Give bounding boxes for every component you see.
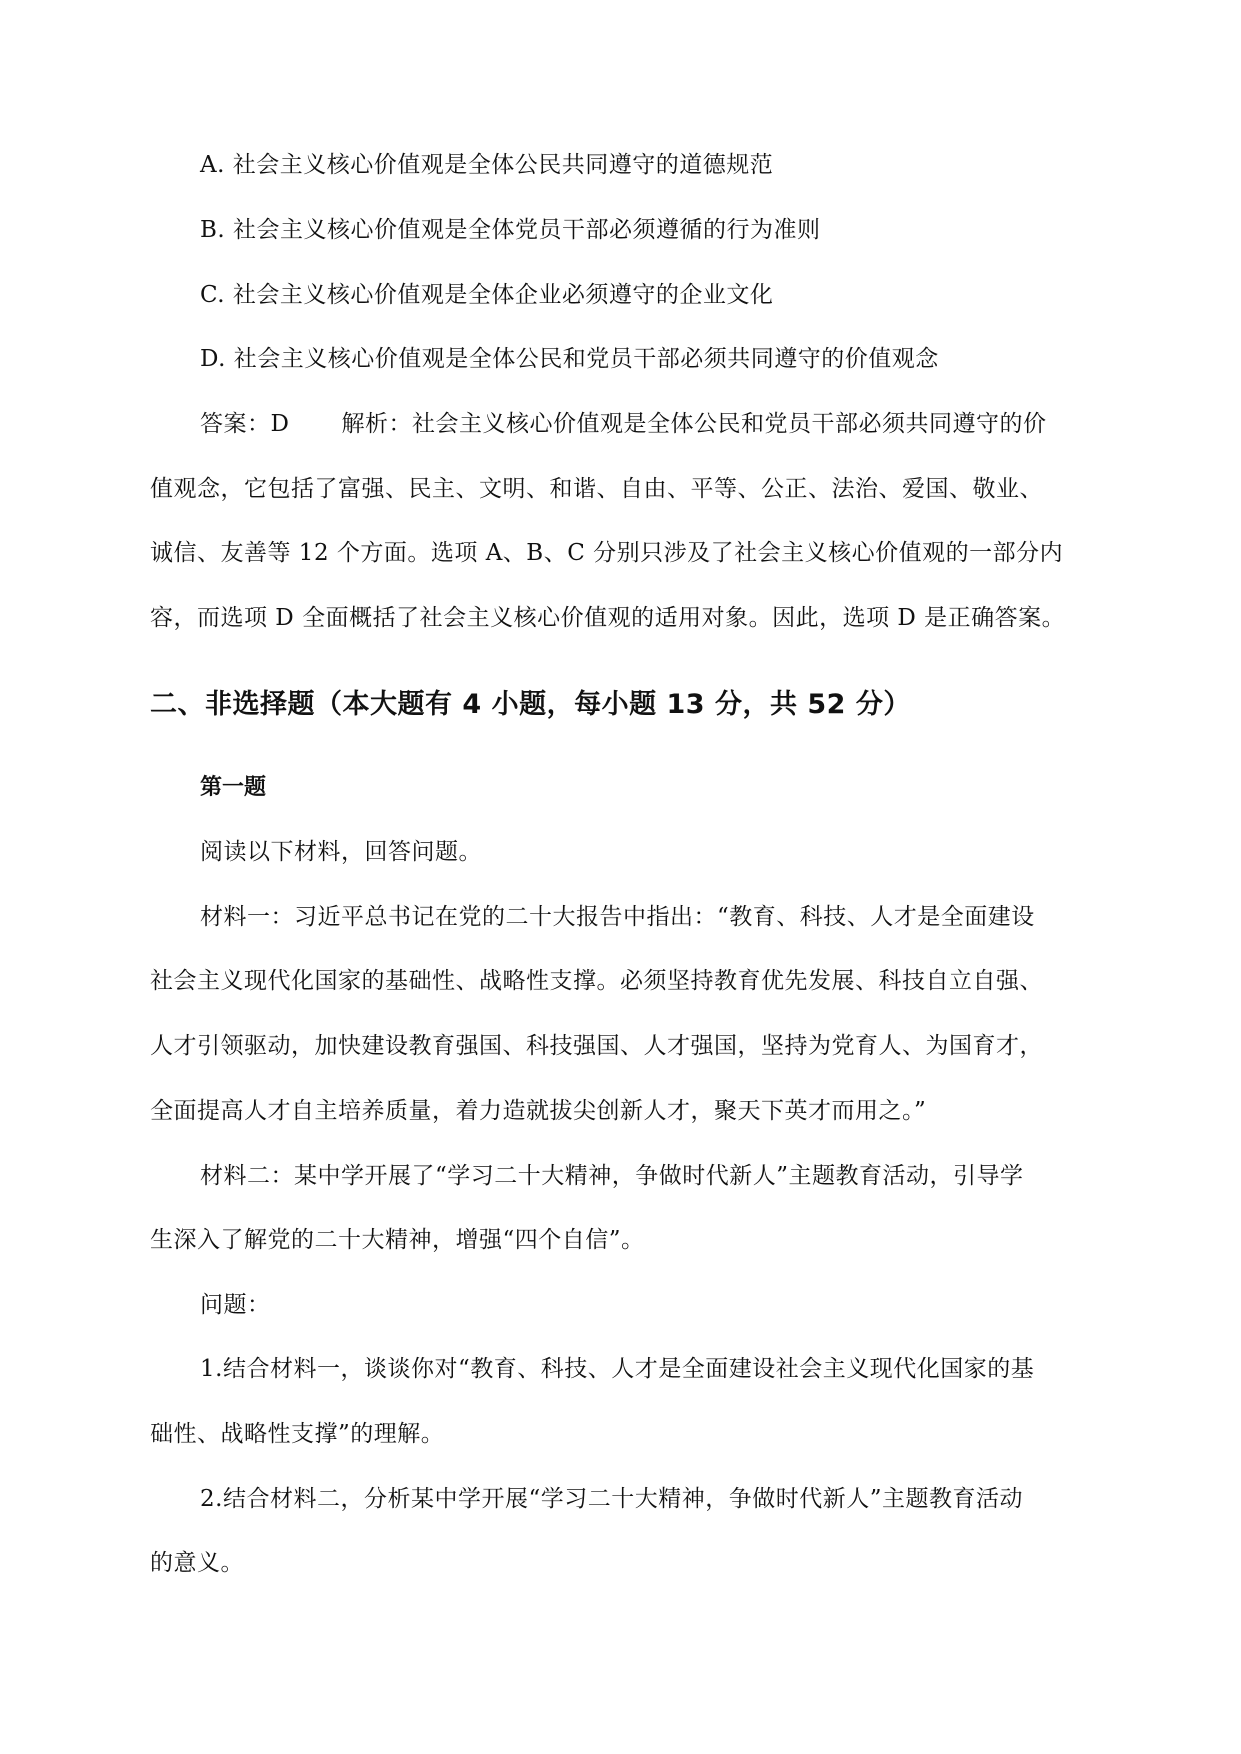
question-1-line-2: 础性、战略性支撑”的理解。 [150,1421,445,1447]
option-b: B. 社会主义核心价值观是全体党员干部必须遵循的行为准则 [200,217,821,243]
material-one-line-3: 人才引领驱动，加快建设教育强国、科技强国、人才强国，坚持为党育人、为国育才， [150,1033,1043,1059]
answer-label: 答案：D [200,411,290,437]
question-2-line-1: 2.结合材料二，分析某中学开展“学习二十大精神，争做时代新人”主题教育活动 [200,1486,1023,1512]
material-one-line-2: 社会主义现代化国家的基础性、战略性支撑。必须坚持教育优先发展、科技自立自强、 [150,968,1043,994]
explanation-line-4: 容，而选项 D 全面概括了社会主义核心价值观的适用对象。因此，选项 D 是正确答案。 [150,605,1066,631]
explanation-line-2: 值观念，它包括了富强、民主、文明、和谐、自由、平等、公正、法治、爱国、敬业、 [150,476,1043,502]
question-1-line-1: 1.结合材料一，谈谈你对“教育、科技、人才是全面建设社会主义现代化国家的基 [200,1356,1035,1382]
option-c: C. 社会主义核心价值观是全体企业必须遵守的企业文化 [200,282,774,308]
material-one-line-1: 材料一：习近平总书记在党的二十大报告中指出：“教育、科技、人才是全面建设 [200,904,1035,930]
answer-line [200,409,1046,439]
explanation-line-1: 解析：社会主义核心价值观是全体公民和党员干部必须共同遵守的价 [341,411,1047,437]
material-two-line-2: 生深入了解党的二十大精神，增强“四个自信”。 [150,1227,645,1253]
option-a: A. 社会主义核心价值观是全体公民共同遵守的道德规范 [200,152,774,178]
question-2-line-2: 的意义。 [150,1550,244,1576]
explanation-line-3: 诚信、友善等 12 个方面。选项 A、B、C 分别只涉及了社会主义核心价值观的一部分内 [150,540,1064,566]
material-two-line-1: 材料二：某中学开展了“学习二十大精神，争做时代新人”主题教育活动，引导学 [200,1163,1024,1189]
intro-text: 阅读以下材料，回答问题。 [200,839,482,865]
section-heading: 二、非选择题（本大题有 4 小题，每小题 13 分，共 52 分） [150,689,911,720]
question-title: 第一题 [200,775,267,800]
option-d: D. 社会主义核心价值观是全体公民和党员干部必须共同遵守的价值观念 [200,346,939,372]
material-one-line-4: 全面提高人才自主培养质量，着力造就拔尖创新人才，聚天下英才而用之。” [150,1098,927,1124]
question-label: 问题： [200,1292,271,1318]
